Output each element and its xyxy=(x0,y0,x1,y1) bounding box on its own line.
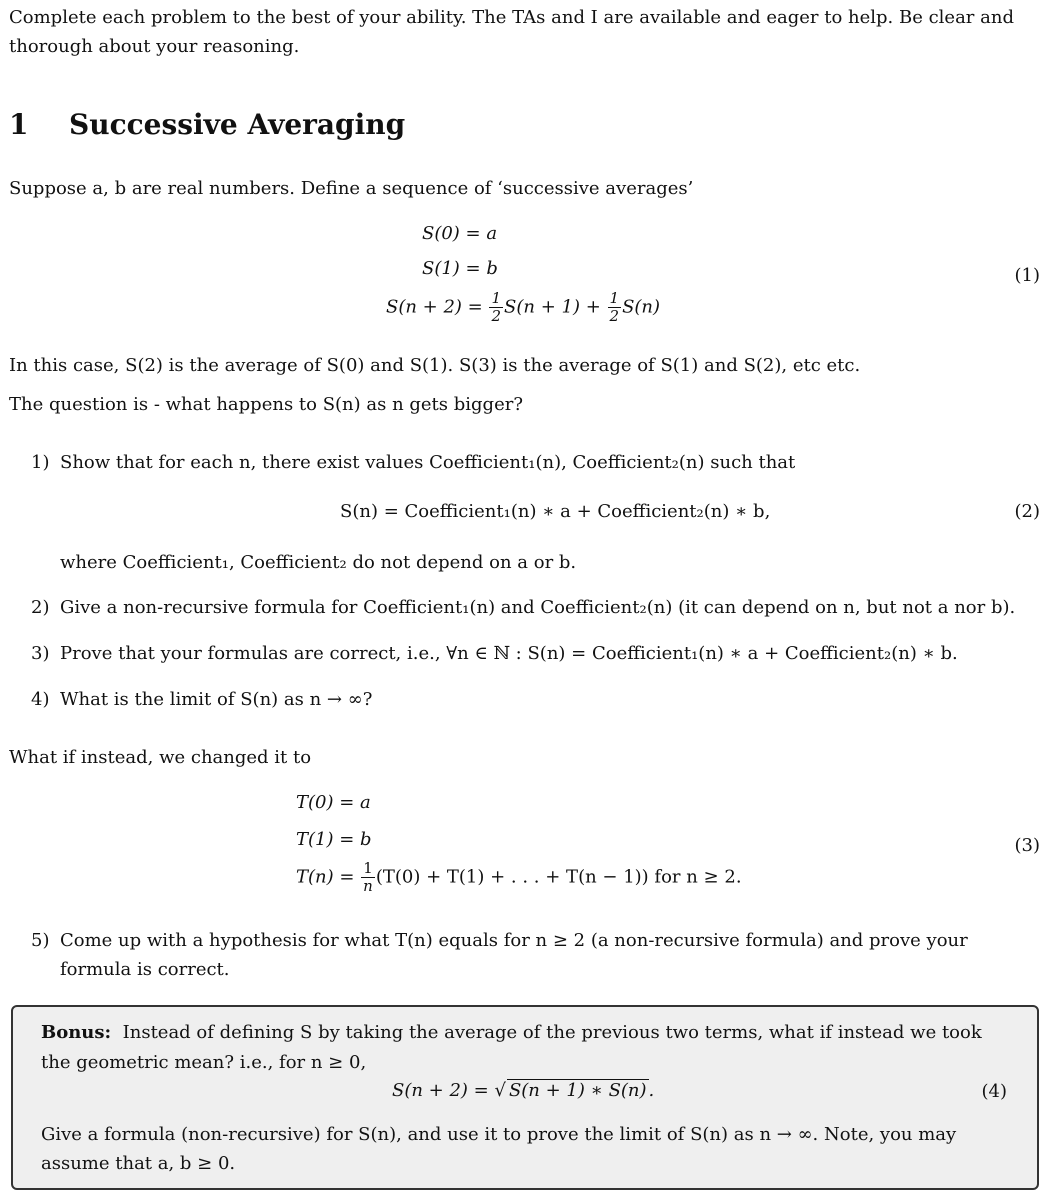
eq1-frac-b-den: 2 xyxy=(609,307,620,325)
problem-item-2-text: Give a non-recursive formula for Coefficient₁(n) and Coefficient₂(n) (it can depend on n, but not a nor b). xyxy=(60,597,1016,618)
eq1-frac-b-num: 1 xyxy=(609,289,620,307)
eq3-line3-lhs: T(n) = xyxy=(296,866,361,888)
bonus-label: Bonus: xyxy=(41,1022,112,1043)
problem-item-5-text: Come up with a hypothesis for what T(n) equals for n ≥ 2 (a non-recursive formula) and prove your formula is correct. xyxy=(60,930,968,980)
section-title: Successive Averaging xyxy=(69,108,406,141)
eq1-frac-a xyxy=(489,290,503,325)
section-number: 1 xyxy=(9,108,29,141)
case-text: In this case, S(2) is the average of S(0) and S(1). S(3) is the average of S(1) and S(2), etc etc. xyxy=(9,355,861,376)
setup-text: Suppose a, b are real numbers. Define a sequence of ‘successive averages’ xyxy=(9,178,694,199)
eq1-line3 xyxy=(386,290,660,325)
problem-item-3-text: Prove that your formulas are correct, i.e., ∀n ∈ ℕ : S(n) = Coefficient₁(n) ∗ a + Coefficient₂(n) ∗ b. xyxy=(60,643,958,664)
bonus-eq-number: (4) xyxy=(981,1081,1007,1102)
bonus-box xyxy=(11,1005,1039,1190)
problem-item-1-followup: where Coefficient₁, Coefficient₂ do not depend on a or b. xyxy=(60,552,577,573)
eq3-frac-num: 1 xyxy=(361,860,375,878)
problem-item-5 xyxy=(31,926,1041,984)
eq3-frac-den: n xyxy=(363,877,373,895)
eq2-number: (2) xyxy=(1014,501,1040,522)
bonus-text-1: Instead of defining S by taking the average of the previous two terms, what if instead we took the geometric mean? i.e., for n ≥ 0, xyxy=(41,1022,982,1073)
eq3-line3-rhs: (T(0) + T(1) + . . . + T(n − 1)) for n ≥ 2. xyxy=(375,866,742,888)
problem-item-2 xyxy=(31,593,1015,622)
question-text: The question is - what happens to S(n) as n gets bigger? xyxy=(9,394,523,415)
what-if-text: What if instead, we changed it to xyxy=(9,747,312,768)
bonus-eq-lhs: S(n + 2) = √ xyxy=(392,1080,506,1101)
problem-item-1-text: Show that for each n, there exist values Coefficient₁(n), Coefficient₂(n) such that xyxy=(60,452,796,473)
eq1-line3-lhs: S(n + 2) = xyxy=(386,296,489,318)
problem-item-1-label: 1) xyxy=(31,452,50,473)
problem-item-3 xyxy=(31,639,958,668)
bonus-eq-radicand: S(n + 1) ∗ S(n) xyxy=(508,1080,647,1101)
eq3-frac xyxy=(361,860,375,895)
problem-item-1 xyxy=(31,448,795,477)
bonus-text-2: Give a formula (non-recursive) for S(n), and use it to prove the limit of S(n) as n → ∞. Note, you may assume that a, b ≥ 0. xyxy=(41,1124,957,1174)
problem-item-5-label: 5) xyxy=(31,930,50,951)
problem-item-4-label: 4) xyxy=(31,689,50,710)
eq1-line2: S(1) = b xyxy=(422,258,498,279)
problem-item-4-text: What is the limit of S(n) as n → ∞? xyxy=(60,689,373,710)
bonus-intro xyxy=(41,1018,1016,1078)
problem-item-3-label: 3) xyxy=(31,643,50,664)
bonus-eq-end: . xyxy=(648,1080,655,1101)
bonus-equation xyxy=(392,1079,654,1101)
eq1-number: (1) xyxy=(1014,265,1040,286)
problem-item-4 xyxy=(31,685,372,714)
eq3-line2: T(1) = b xyxy=(296,829,372,850)
eq1-frac-a-num: 1 xyxy=(491,289,502,307)
eq1-line3-term2: S(n) xyxy=(622,296,661,318)
eq1-line1: S(0) = a xyxy=(422,223,498,244)
eq3-number: (3) xyxy=(1014,835,1040,856)
problem-item-2-label: 2) xyxy=(31,597,50,618)
eq2-line: S(n) = Coefficient₁(n) ∗ a + Coefficient₂(n) ∗ b, xyxy=(340,501,771,522)
eq3-line1: T(0) = a xyxy=(296,792,371,813)
eq1-line3-term1: S(n + 1) + xyxy=(504,296,607,318)
intro-paragraph: Complete each problem to the best of your ability. The TAs and I are available and eager to help. Be clear and thorough about your reasoning. xyxy=(9,7,1014,57)
eq1-frac-b xyxy=(608,290,622,325)
section-heading xyxy=(9,108,405,141)
eq3-line3 xyxy=(296,860,742,895)
eq1-frac-a-den: 2 xyxy=(491,307,502,325)
